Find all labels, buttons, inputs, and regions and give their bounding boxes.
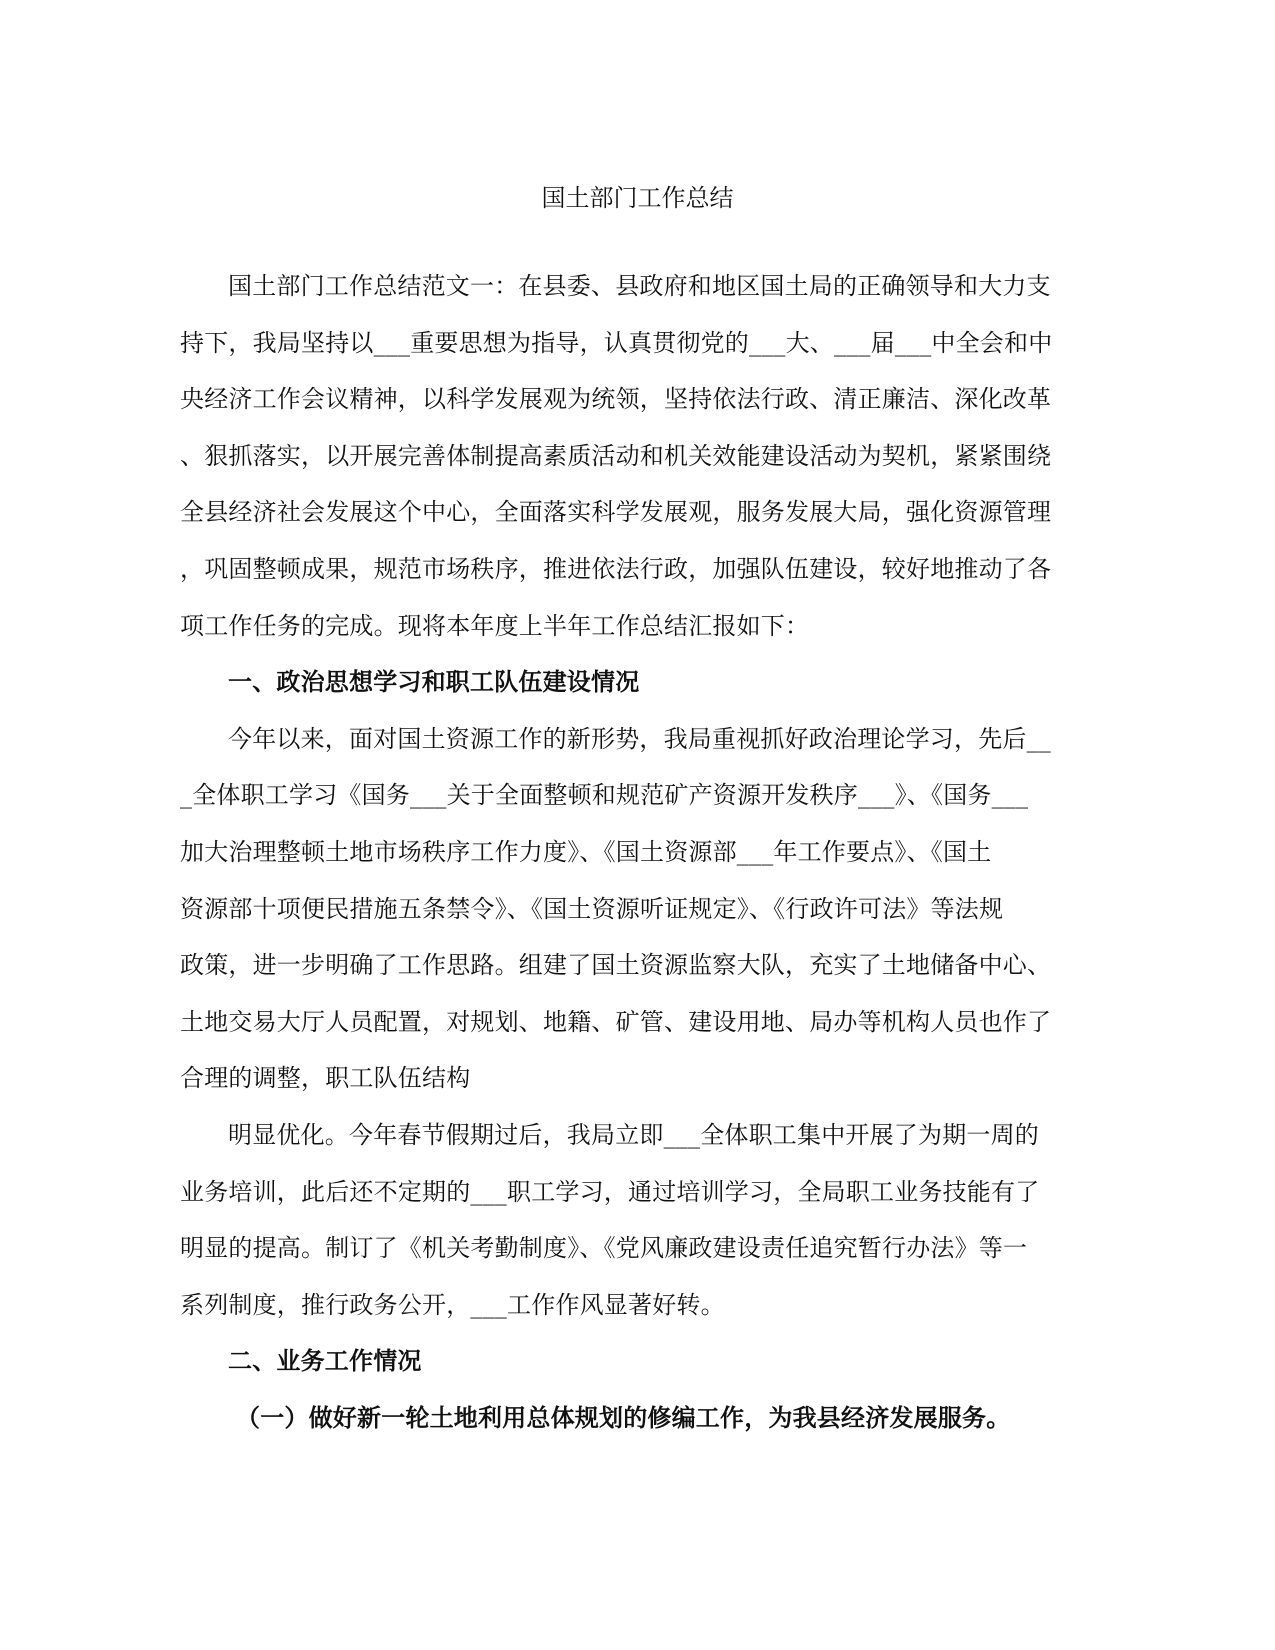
paragraph-line: 政策，进一步明确了工作思路。组建了国土资源监察大队，充实了土地储备中心、 <box>180 951 1052 980</box>
section-heading: 一、政治思想学习和职工队伍建设情况 <box>228 667 640 697</box>
paragraph-line: 业务培训，此后还不定期的___职工学习，通过培训学习，全局职工业务技能有了 <box>180 1177 1040 1206</box>
paragraph-line: 资源部十项便民措施五条禁令》、《国土资源听证规定》、《行政许可法》等法规 <box>180 894 1004 923</box>
paragraph-line: 今年以来，面对国土资源工作的新形势，我局重视抓好政治理论学习，先后__ <box>228 724 1051 753</box>
paragraph-line: 合理的调整，职工队伍结构 <box>180 1064 471 1093</box>
paragraph-line: 明显的提高。制订了《机关考勤制度》、《党风廉政建设责任追究暂行办法》等一 <box>180 1234 1028 1263</box>
paragraph-line: 、狠抓落实，以开展完善体制提高素质活动和机关效能建设活动为契机，紧紧围绕 <box>180 441 1052 470</box>
section-heading: 二、业务工作情况 <box>228 1346 422 1376</box>
document-title: 国土部门工作总结 <box>541 184 734 212</box>
paragraph-line: 土地交易大厅人员配置，对规划、地籍、矿管、建设用地、局办等机构人员也作了 <box>180 1007 1052 1036</box>
paragraph-line: 加大治理整顿土地市场秩序工作力度》、《国土资源部___年工作要点》、《国土 <box>180 837 992 866</box>
paragraph-line: 系列制度，推行政务公开，___工作作风显著好转。 <box>180 1290 725 1319</box>
paragraph-line: 国土部门工作总结范文一：在县委、县政府和地区国土局的正确领导和大力支 <box>228 272 1051 300</box>
document-body <box>180 258 1053 1446</box>
paragraph-line: 持下，我局坚持以___重要思想为指导，认真贯彻党的___大、___届___中全会和中 <box>180 328 1053 357</box>
paragraph-line: 央经济工作会议精神，以科学发展观为统领，坚持依法行政、清正廉洁、深化改革 <box>180 385 1052 414</box>
paragraph-line: _全体职工学习《国务___关于全面整顿和规范矿产资源开发秩序___》、《国务___ <box>180 781 1029 810</box>
paragraph-line: 项工作任务的完成。现将本年度上半年工作总结汇报如下： <box>180 611 810 640</box>
paragraph-line: ，巩固整顿成果，规范市场秩序，推进依法行政，加强队伍建设，较好地推动了各 <box>180 554 1052 583</box>
paragraph-line: 明显优化。今年春节假期过后，我局立即___全体职工集中开展了为期一周的 <box>228 1120 1039 1149</box>
paragraph-line: 全县经济社会发展这个中心，全面落实科学发展观，服务发展大局，强化资源管理 <box>180 498 1052 527</box>
subsection-heading: （一）做好新一轮土地利用总体规划的修编工作，为我县经济发展服务。 <box>236 1402 1011 1432</box>
